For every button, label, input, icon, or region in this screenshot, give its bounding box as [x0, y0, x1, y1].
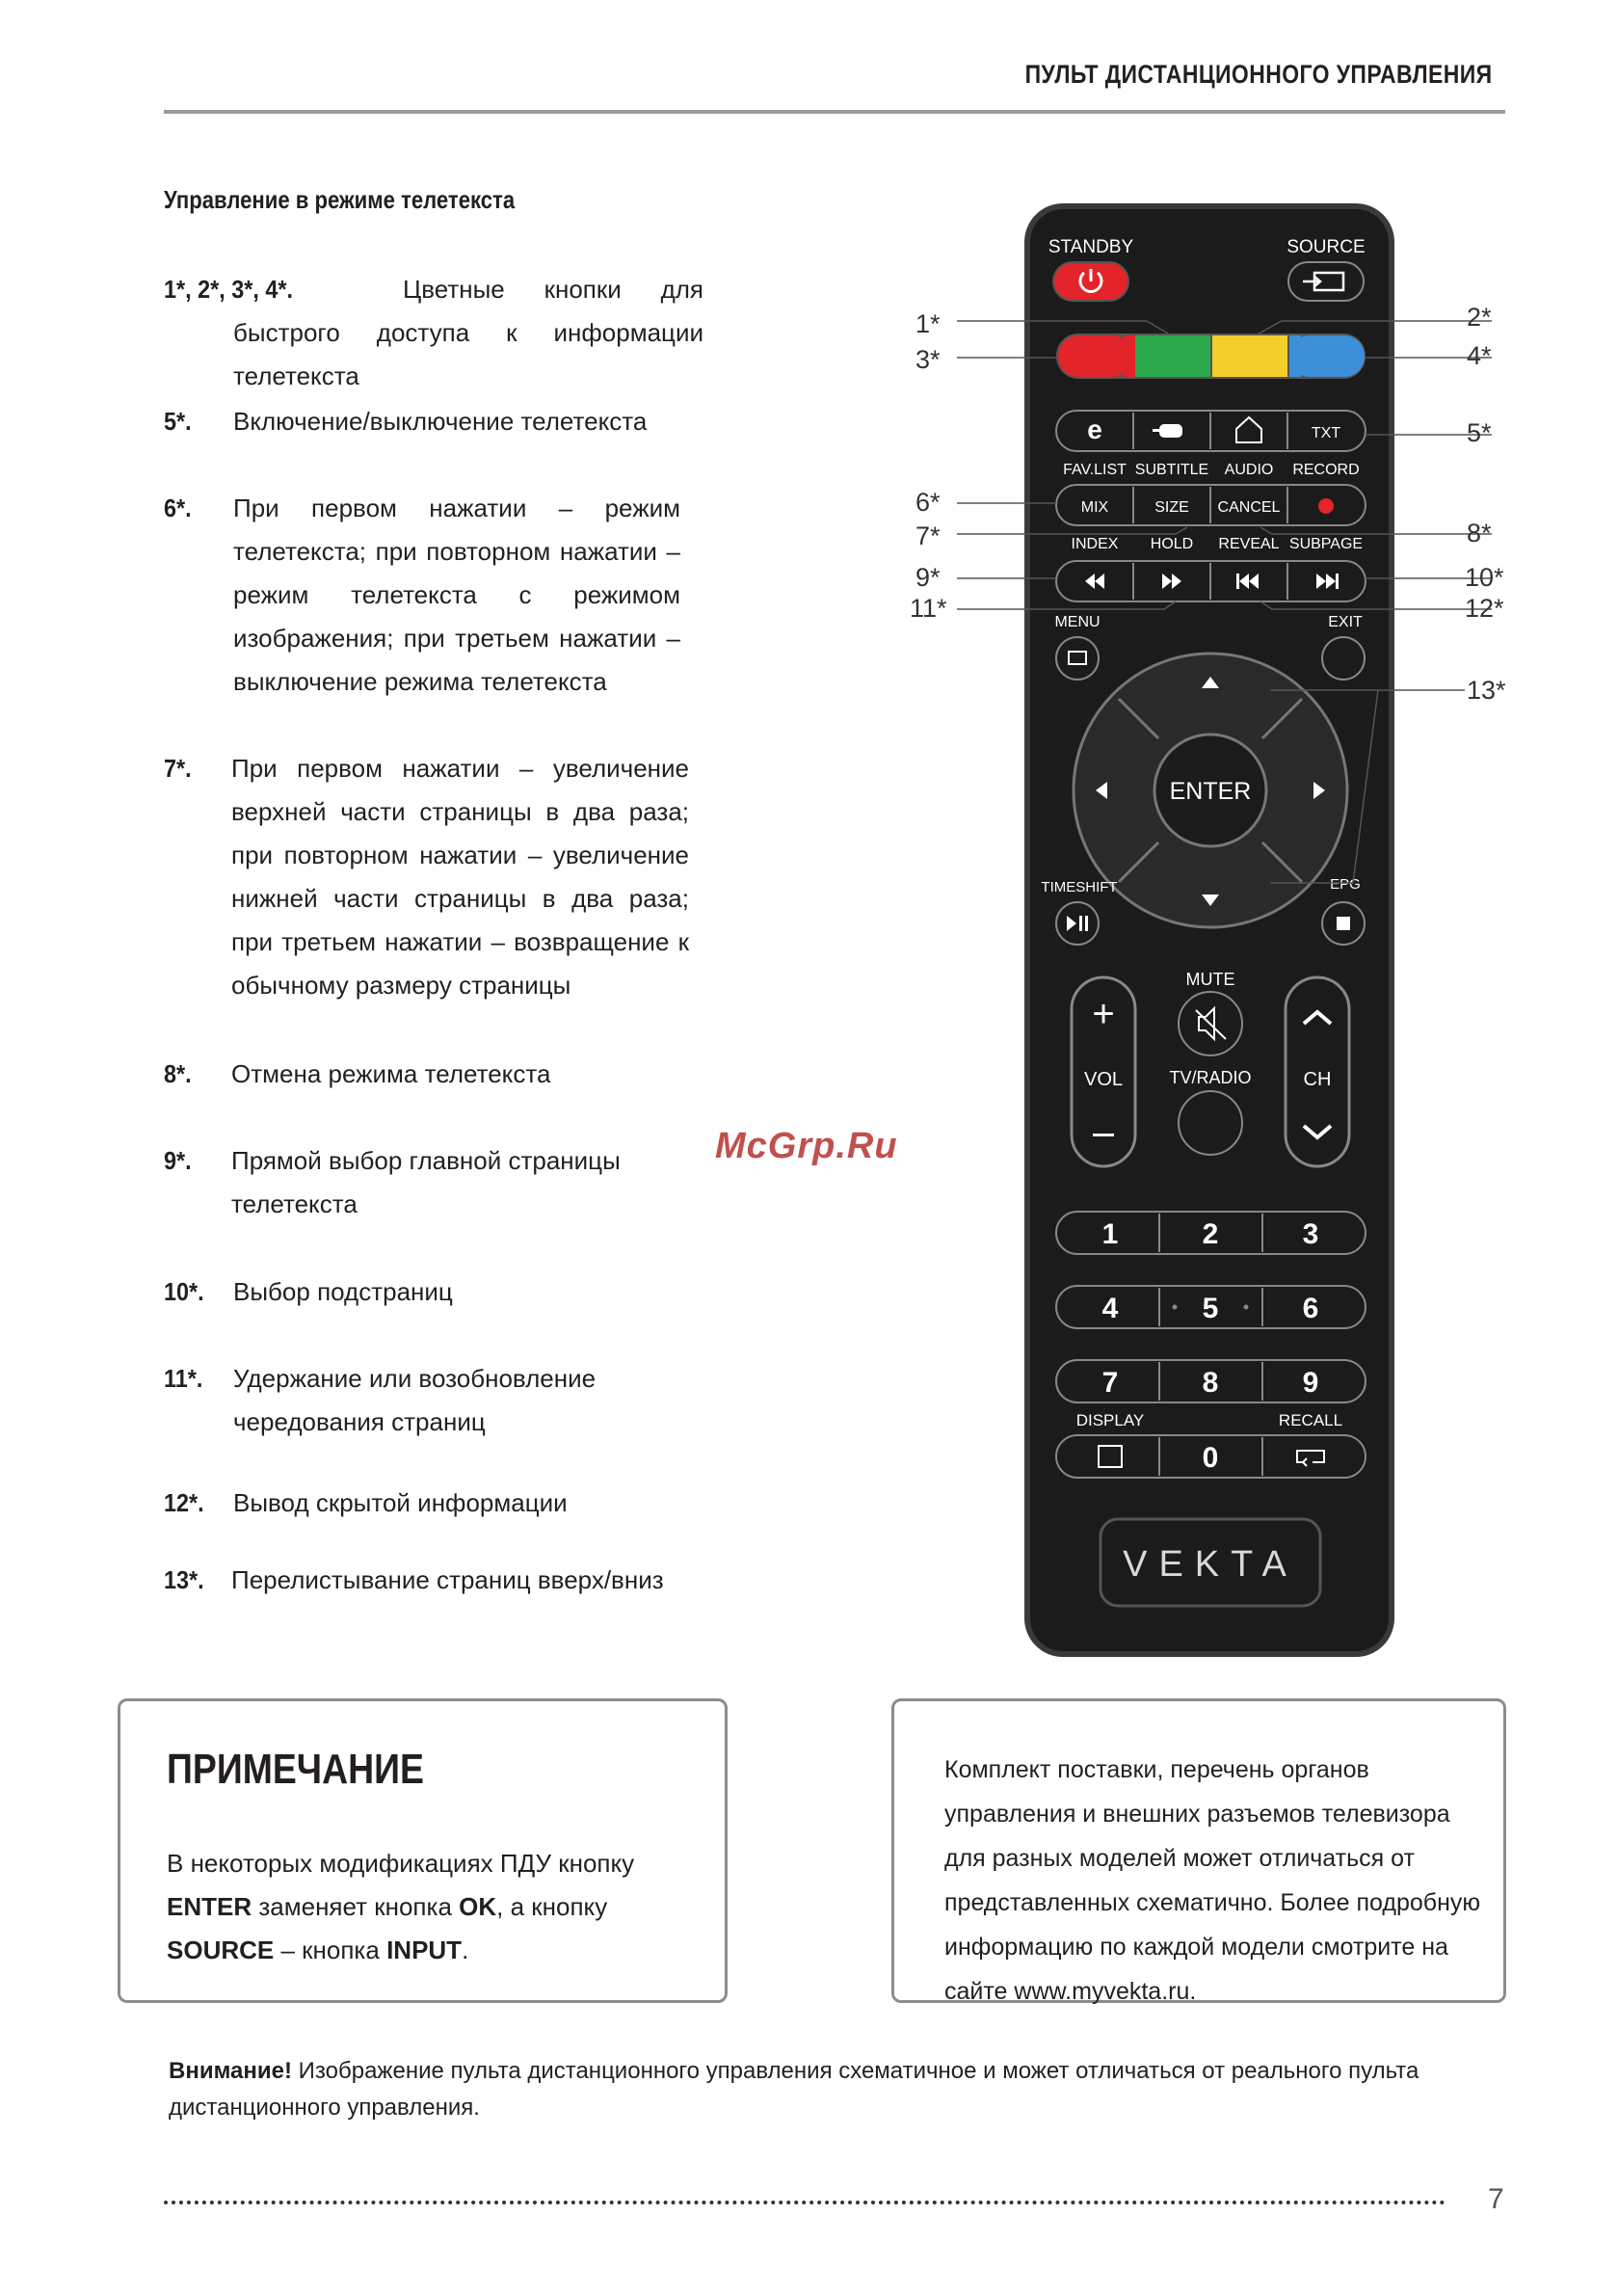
timeshift-label: TIMESHIFT [1041, 879, 1118, 895]
stop-icon [1337, 917, 1350, 930]
yellow-button [1212, 335, 1287, 377]
mix-button: MIX [1080, 499, 1109, 516]
favlist-icon: e [1087, 414, 1102, 444]
digit-8: 8 [1202, 1367, 1219, 1399]
note-box [118, 1698, 728, 2003]
item-text: При первом нажатии – режим телетекста; при повторном нажатии – режим телетекста с режимом изображения; при третьем нажатии – выключение режима телетекста [233, 494, 680, 696]
item-text: Прямой выбор главной страницы телетекста [231, 1146, 621, 1218]
svg-text:1*: 1* [915, 309, 941, 338]
source-label: SOURCE [1286, 237, 1366, 257]
display-label: DISPLAY [1075, 1411, 1145, 1429]
svg-text:6*: 6* [915, 488, 941, 517]
vol-minus-icon [1093, 1134, 1114, 1136]
source-button [1288, 262, 1364, 301]
list-item [164, 400, 703, 443]
mute-label: MUTE [1185, 970, 1235, 989]
list-item [164, 268, 703, 398]
cancel-button: CANCEL [1217, 499, 1281, 516]
digit-6: 6 [1302, 1293, 1319, 1324]
svg-text:3*: 3* [915, 345, 941, 374]
warning-label: Внимание! [169, 2058, 292, 2084]
note-text: В некоторых модификациях ПДУ кнопку ENTER заменяет кнопка OK, а кнопку SOURCE – кнопка INPUT. [167, 1849, 635, 1964]
note-title: ПРИМЕЧАНИЕ [167, 1746, 424, 1793]
item-number: 7*. [164, 754, 192, 783]
vol-label: VOL [1083, 1069, 1124, 1090]
item-number: 8*. [164, 1059, 192, 1088]
list-item [164, 747, 689, 1007]
standby-label: STANDBY [1048, 237, 1134, 257]
digit-9: 9 [1302, 1367, 1319, 1399]
subpage-label: SUBPAGE [1288, 536, 1364, 552]
digit-5: 5 [1202, 1293, 1219, 1324]
svg-text:2*: 2* [1467, 303, 1492, 332]
svg-text:7*: 7* [915, 521, 941, 550]
list-item [164, 1357, 646, 1444]
enter-label: ENTER [1169, 778, 1252, 805]
item-number: 13*. [164, 1565, 204, 1594]
green-button [1135, 335, 1210, 377]
subtitle-label: SUBTITLE [1134, 462, 1209, 478]
item-number: 9*. [164, 1146, 192, 1175]
reveal-label: REVEAL [1218, 536, 1280, 552]
audio-label: AUDIO [1224, 462, 1274, 478]
digit-0: 0 [1202, 1442, 1219, 1474]
item-text: Включение/выключение телетекста [233, 407, 648, 436]
header-divider [164, 110, 1505, 114]
item-number: 12*. [164, 1488, 204, 1517]
record-label: RECORD [1292, 462, 1360, 478]
svg-text:5*: 5* [1467, 418, 1492, 447]
item-number: 5*. [164, 407, 192, 436]
page-number: 7 [1488, 2183, 1504, 2215]
svg-text:13*: 13* [1467, 676, 1506, 705]
tvradio-label: TV/RADIO [1169, 1068, 1252, 1087]
item-number: 6*. [164, 494, 192, 522]
exit-button [1322, 637, 1365, 680]
list-item [164, 1270, 703, 1314]
list-item [164, 1139, 646, 1226]
digit-3: 3 [1302, 1218, 1319, 1250]
vol-plus-icon: + [1092, 993, 1115, 1035]
svg-text:8*: 8* [1467, 519, 1492, 547]
epg-label: EPG [1330, 876, 1361, 893]
digit-1: 1 [1101, 1218, 1119, 1250]
item-text: Отмена режима телетекста [231, 1059, 551, 1088]
list-item [164, 1053, 703, 1096]
txt-button: TXT [1311, 425, 1341, 441]
red-button [1058, 335, 1133, 377]
digit-4: 4 [1101, 1293, 1119, 1324]
kit-text: Комплект поставки, перечень органов управления и внешних разъемов телевизора для разных моделей может отличаться от представленных схематично. Более подробную информацию по каждой модели смотрите на сайте www.myvekta.ru. [944, 1756, 1481, 2005]
page-header-title: ПУЛЬТ ДИСТАНЦИОННОГО УПРАВЛЕНИЯ [1025, 60, 1493, 89]
recall-label: RECALL [1278, 1411, 1343, 1429]
brand-logo: VEKTA [1123, 1544, 1298, 1585]
item-text: Вывод скрытой информации [233, 1488, 568, 1517]
item-text: Перелистывание страниц вверх/вниз [231, 1565, 664, 1594]
digit-7: 7 [1101, 1367, 1119, 1399]
favlist-label: FAV.LIST [1063, 462, 1127, 478]
remote-control-illustration [887, 193, 1523, 1677]
item-text: При первом нажатии – увеличение верхней части страницы в два раза; при повторном нажатии – увеличение нижней части страницы в два раза; при третьем нажатии – возвращение к обычному размеру страницы [231, 754, 689, 1000]
list-item [164, 1559, 703, 1602]
ch-label: CH [1303, 1069, 1332, 1090]
item-text: Выбор подстраниц [233, 1277, 453, 1306]
item-number: 10*. [164, 1277, 204, 1306]
hold-label: HOLD [1150, 536, 1194, 552]
item-text: Цветные кнопки для быстрого доступа к информации телетекста [233, 275, 703, 390]
section-title: Управление в режиме телетекста [164, 185, 516, 214]
svg-text:10*: 10* [1465, 563, 1504, 592]
index-label: INDEX [1071, 536, 1119, 552]
item-number: 1*, 2*, 3*, 4*. [164, 275, 294, 304]
tvradio-button [1179, 1091, 1242, 1155]
record-dot-icon [1318, 498, 1334, 514]
list-item [164, 1482, 703, 1525]
svg-text:9*: 9* [915, 563, 941, 592]
watermark: McGrp.Ru [715, 1126, 898, 1166]
svg-text:12*: 12* [1465, 594, 1504, 623]
menu-label: MENU [1054, 614, 1101, 630]
kit-info-box [891, 1698, 1506, 2003]
digit-2: 2 [1202, 1218, 1219, 1250]
item-text: Удержание или возобновление чередования страниц [233, 1364, 597, 1436]
warning-text: Внимание! Изображение пульта дистанционного управления схематичное и может отличаться от реального пульта дистанционного управления. [169, 2058, 1419, 2121]
timeshift-button [1056, 902, 1099, 945]
exit-label: EXIT [1328, 614, 1363, 630]
item-number: 11*. [164, 1364, 203, 1393]
svg-text:11*: 11* [910, 594, 947, 623]
list-item [164, 487, 680, 704]
size-button: SIZE [1154, 499, 1189, 516]
menu-button [1056, 637, 1099, 680]
svg-text:4*: 4* [1467, 341, 1492, 370]
footer-dotted-rule [164, 2201, 1446, 2204]
